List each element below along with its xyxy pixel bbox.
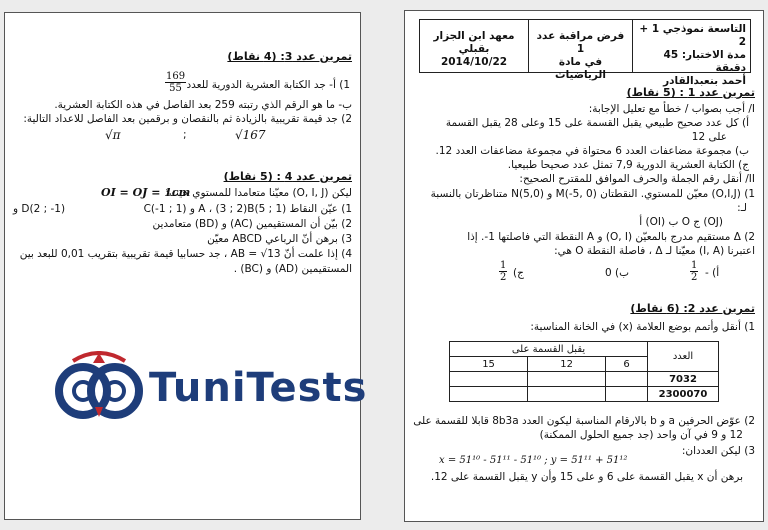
table-cell-empty (606, 387, 648, 402)
ex4-q2: 2) بيّن أن المستقيمين (AC) و (BD) متعامدين (152, 218, 352, 230)
ex3-frac-num: 169 (166, 71, 186, 82)
ex1-q2-opt-c-num: 1 (500, 260, 507, 271)
divisibility-table (449, 341, 719, 402)
ex4-title: تمرين عدد 4 : (5 نقاط) (223, 170, 352, 183)
header-level: التاسعة نموذجي 1 + 2 (639, 23, 746, 48)
ex1-q2-opt-a-num: 1 (691, 260, 698, 271)
ex4-intro-math: OI = OJ = 1cm (101, 186, 191, 199)
left-page (4, 12, 368, 520)
ex3-q2: 2) جد قيمة تقريبية بالزيادة ثم بالنقصان و برقمين بعد الفاصل للاعداد التالية: (23, 113, 352, 125)
header-test: فرض مراقبة عدد 1 (536, 30, 625, 55)
ex1-item-a2: على 12 (691, 131, 727, 143)
ex1-q2-opt-a: أ) - (705, 267, 720, 279)
tunitests-logo (53, 351, 368, 431)
ex3-fraction (165, 71, 186, 94)
table-cell-empty (528, 372, 606, 387)
ex3-sqrt-pi: √π (105, 128, 121, 142)
ex1-item-c: ج) الكتابة العشرية الدورية 7,9 تمثل عدد صحيحا طبيعيا. (507, 159, 749, 171)
ex2-q2b: 12 و 9 في آن واحد (جد جميع الحلول الممكنة) (539, 429, 743, 441)
table-header-number: العدد (648, 342, 719, 372)
header-school-info (420, 20, 528, 72)
header-school: معهد ابن الجزار بقبلي (433, 30, 515, 55)
ex3-separator: ; (183, 129, 187, 141)
header-duration: مدة الاختبار: 45 دقيقة (663, 49, 746, 74)
table-cell-number: 7032 (648, 372, 719, 387)
table-divisor: 15 (450, 357, 528, 372)
table-cell-number: 2300070 (648, 387, 719, 402)
ex3-frac-den: 55 (169, 83, 182, 94)
header-teacher: أحمد بنعبدالقادر (663, 75, 746, 87)
ex2-q3-math: x = 51¹⁰ - 51¹¹ - 51¹⁰ ; y = 51¹¹ + 51¹² (439, 455, 628, 466)
ex1-q2-opt-c-frac (499, 260, 507, 283)
table-cell-empty (528, 387, 606, 402)
header-date: 2014/10/22 (440, 56, 508, 68)
ex2-q2: 2) عوّض الحرفين a و b بالارقام المناسبة ليكون العدد 8b3a قابلا للقسمة على (413, 415, 755, 427)
ex1-q2b: اعتبرنا (I, A) معيّنا لـ Δ ، فاصلة النقطة O هي: (554, 245, 755, 257)
ex1-q2-opt-b: ب) 0 (605, 267, 630, 279)
ex1-title: تمرين عدد 1 : (5 نقاط) (626, 86, 755, 99)
exam-header (419, 19, 751, 87)
table-header-divisible: يقبل القسمة على (450, 342, 648, 357)
ex1-q1b: لـ: (737, 202, 747, 214)
ex2-q3: 3) ليكن العددان: (681, 445, 755, 457)
ex1-item-a: أ) كل عدد صحيح طبيعي يقبل القسمة على 15 وعلى 28 يقبل القسمة (445, 117, 749, 129)
table-cell-empty (450, 387, 528, 402)
ex1-q2-opt-a-den: 2 (691, 272, 698, 283)
ex2-q1: 1) أنقل وأتمم بوضع العلامة (x) في الخانة المناسبة: (530, 321, 755, 333)
logo-text: TuniTests (149, 365, 368, 411)
table-divisor: 12 (528, 357, 606, 372)
ex1-q2-opt-c-den: 2 (500, 272, 507, 283)
owl-icon (53, 351, 145, 427)
header-test-info (528, 20, 632, 81)
ex1-q2-opt-c: ج) (513, 267, 524, 279)
ex1-q1: 1) (O,I,J) معيّن للمستوي. النقطتان (0 ,5-)M و (5,0)N متناظرتان بالنسبة (430, 188, 755, 200)
ex2-q3b: برهن أن x يقبل القسمة على 6 و على 15 وأن y يقبل القسمة على 12. (430, 471, 743, 483)
table-divisor: 6 (606, 357, 648, 372)
ex1-item-b: ب) مجموعة مضاعفات العدد 6 محتواة في مجموعة مضاعفات العدد 12. (435, 145, 749, 157)
ex2-title: تمرين عدد 2: (6 نقاط) (630, 302, 755, 315)
ex3-q1b: ب- ما هو الرقم الذي رتبته 259 بعد الفاصل في هذه الكتابة العشرية. (54, 99, 352, 111)
table-row (450, 387, 719, 402)
ex4-q3: 3) برهن أنّ الرباعي ABCD معيّن (207, 233, 352, 245)
ex4-q4b: المستقيمين (AD) و (BC) . (233, 263, 352, 275)
ex1-part1: I/ أجب بصواب / خطأ مع تعليل الإجابة: (588, 103, 755, 115)
ex4-intro: ليكن (O, I, J) معيّنا متعامدا للمستوي حيث: (165, 187, 352, 199)
header-class-info (632, 20, 750, 87)
table-cell-empty (450, 372, 528, 387)
table-row (450, 372, 719, 387)
ex4-q1: 1) عيّن النقاط (1 ; 5)A ، (3 ; 2)B و (1 ; 1-)C (143, 203, 352, 215)
ex1-q2: 2) Δ مستقيم مدرج بالمعيّن (O, I) و A النقطة التي فاصلتها 1-. إذا (467, 231, 755, 243)
ex1-part2: II/ أنقل رقم الجملة والحرف الموافق للمقترح الصحيح: (519, 173, 755, 185)
ex3-sqrt-167: √167 (235, 128, 266, 142)
ex3-q1a: 1) أ- جد الكتابة العشرية الدورية للعدد (186, 79, 350, 91)
ex4-q1b: D(2 ; -1) و (13, 203, 66, 215)
ex4-q4: 4) إذا علمت أنّ AB = √13 ، جد حسابيا قيمة تقريبية بتقريب 0,01 للبعد بين (19, 248, 352, 260)
ex1-q2-opt-a-frac (690, 260, 698, 283)
table-cell-empty (606, 372, 648, 387)
right-page (404, 10, 764, 522)
header-subject: في مادة الرياضيات (555, 56, 606, 81)
ex1-q1-options: (OJ) ج O ب (OI) أ (639, 216, 723, 228)
ex3-title: تمرين عدد 3: (4 نقاط) (227, 50, 352, 63)
